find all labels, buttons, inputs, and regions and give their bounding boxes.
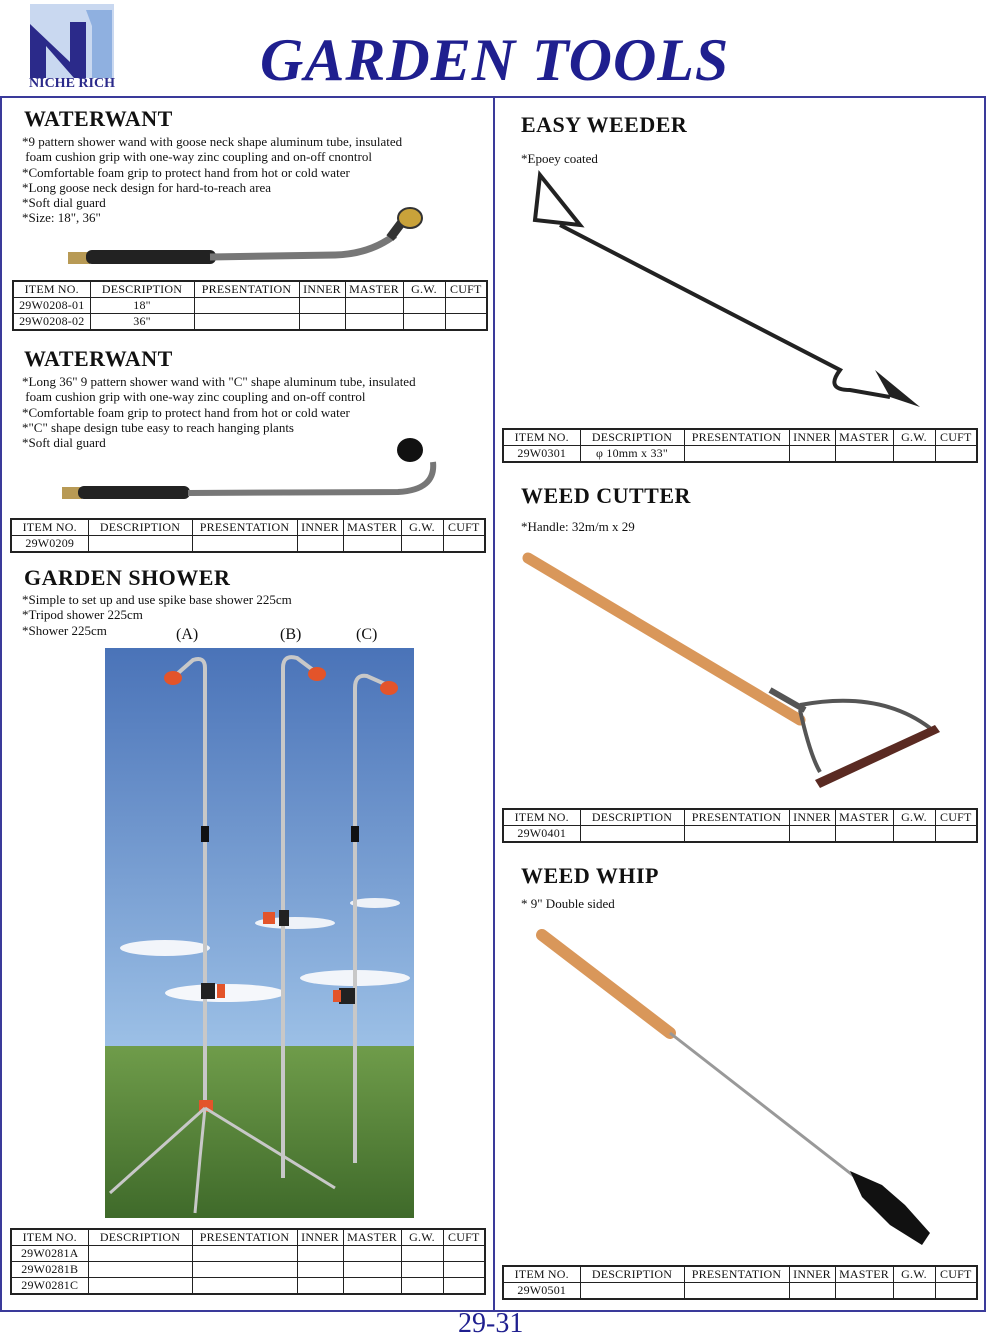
header-cell: DESCRIPTION [90,281,194,298]
header-cell: CUFT [443,519,485,536]
easy-weeder-notes [521,151,598,166]
header-cell: G.W. [893,429,935,446]
table-row [11,1262,485,1278]
header-cell: ITEM NO. [11,1229,88,1246]
page-number: 29-31 [458,1308,524,1339]
note-line: *Shower 225cm [22,622,107,638]
garden-shower-title: GARDEN SHOWER [24,565,231,590]
header-cell: MASTER [835,809,893,826]
header-cell: INNER [299,281,345,298]
table-header-row [503,809,977,826]
garden-shower-notes [22,592,292,638]
note-line: foam cushion grip with one-way zinc coupling and on-off cnontrol [22,149,372,165]
description [580,1283,684,1300]
item-no: 29W0281B [11,1262,88,1278]
shower-label-b: (B) [280,626,302,643]
description [580,826,684,843]
c-shape-wand-image [58,432,448,512]
logo-text: NICHE RICH [29,76,115,91]
header-cell: MASTER [343,519,401,536]
item-no: 29W0501 [503,1283,580,1300]
shower-label-a: (A) [176,626,199,643]
table-header-row [503,429,977,446]
note-line: *Long 36" 9 pattern shower wand with "C" shape aluminum tube, insulated [22,374,416,389]
header-cell: CUFT [445,281,487,298]
note-line: *"C" shape design tube easy to reach hanging plants [22,419,294,435]
header-cell: MASTER [343,1229,401,1246]
weed-whip-title: WEED WHIP [521,863,659,888]
header-cell: CUFT [935,1266,977,1283]
item-no: 29W0209 [11,536,88,553]
description [88,536,192,553]
header-cell: CUFT [935,809,977,826]
table-row [503,1283,977,1300]
weed-cutter-title: WEED CUTTER [521,483,691,508]
header-cell: DESCRIPTION [88,1229,192,1246]
note-line: *Soft dial guard [22,195,106,211]
garden-shower-photo [105,648,414,1218]
table-header-row [503,1266,977,1283]
note-line: *Size: 18", 36" [22,210,101,226]
header-cell: INNER [789,429,835,446]
weed-cutter-spec-table [502,808,978,843]
waterwant-title: WATERWANT [24,106,173,131]
waterwant-spec-table [12,280,488,331]
item-no: 29W0208-01 [13,298,90,314]
weed-whip-notes [521,896,615,911]
header-cell: INNER [789,1266,835,1283]
note-line: *Soft dial guard [22,435,106,451]
header-cell: ITEM NO. [13,281,90,298]
page-title: GARDEN TOOLS [260,27,730,93]
header-cell: PRESENTATION [192,1229,297,1246]
description [88,1246,192,1262]
header-cell: MASTER [835,429,893,446]
header-cell: PRESENTATION [192,519,297,536]
description: φ 10mm x 33" [580,446,684,463]
waterwant-c-title: WATERWANT [24,346,173,371]
note-line: *Long goose neck design for hard-to-reach area [22,179,272,195]
note-line: *Epoey coated [521,151,598,166]
note-line: *Handle: 32m/m x 29 [521,519,635,534]
description: 18" [90,298,194,314]
header-cell: DESCRIPTION [580,809,684,826]
header-cell: DESCRIPTION [88,519,192,536]
goose-neck-wand-image [60,200,440,275]
note-line: *9 pattern shower wand with goose neck shape aluminum tube, insulated [22,134,403,149]
header-cell: INNER [297,519,343,536]
header-cell: PRESENTATION [684,1266,789,1283]
table-row [11,1278,485,1295]
note-line: *Comfortable foam grip to protect hand from hot or cold water [22,164,350,180]
note-line: *Tripod shower 225cm [22,607,143,623]
header-cell: CUFT [935,429,977,446]
garden-shower-spec-table [10,1228,486,1295]
easy-weeder-title: EASY WEEDER [521,112,688,137]
table-row [503,446,977,463]
header-cell: PRESENTATION [684,809,789,826]
item-no: 29W0281C [11,1278,88,1295]
description [88,1262,192,1278]
header-cell: G.W. [403,281,445,298]
item-no: 29W0208-02 [13,314,90,331]
waterwant-c-spec-table [10,518,486,553]
weed-whip-image [510,915,970,1260]
easy-weeder-spec-table [502,428,978,463]
note-line: foam cushion grip with one-way zinc coupling and on-off control [22,389,366,405]
header-cell: G.W. [893,809,935,826]
header-cell: ITEM NO. [503,809,580,826]
header-cell: G.W. [401,519,443,536]
note-line: * 9" Double sided [521,896,615,911]
column-divider [493,96,495,1312]
header-cell: DESCRIPTION [580,1266,684,1283]
header-cell: MASTER [835,1266,893,1283]
weed-whip-spec-table [502,1265,978,1300]
header-cell: INNER [297,1229,343,1246]
table-row [11,1246,485,1262]
header-cell: ITEM NO. [503,429,580,446]
table-row [11,536,485,553]
table-header-row [11,1229,485,1246]
item-no: 29W0301 [503,446,580,463]
header-cell: PRESENTATION [194,281,299,298]
description [88,1278,192,1295]
header-cell: CUFT [443,1229,485,1246]
shower-label-c: (C) [356,626,378,643]
table-row [13,298,487,314]
table-row [13,314,487,331]
header-cell: G.W. [401,1229,443,1246]
header-cell: ITEM NO. [503,1266,580,1283]
description: 36" [90,314,194,331]
weed-cutter-notes [521,519,635,534]
header-cell: INNER [789,809,835,826]
table-header-row [13,281,487,298]
table-header-row [11,519,485,536]
header-cell: DESCRIPTION [580,429,684,446]
header-cell: PRESENTATION [684,429,789,446]
easy-weeder-image [510,165,970,420]
item-no: 29W0281A [11,1246,88,1262]
table-row [503,826,977,843]
item-no: 29W0401 [503,826,580,843]
weed-cutter-image [510,540,970,800]
header-cell: MASTER [345,281,403,298]
header-cell: ITEM NO. [11,519,88,536]
note-line: *Simple to set up and use spike base shower 225cm [22,592,292,607]
note-line: *Comfortable foam grip to protect hand from hot or cold water [22,404,350,420]
header-cell: G.W. [893,1266,935,1283]
